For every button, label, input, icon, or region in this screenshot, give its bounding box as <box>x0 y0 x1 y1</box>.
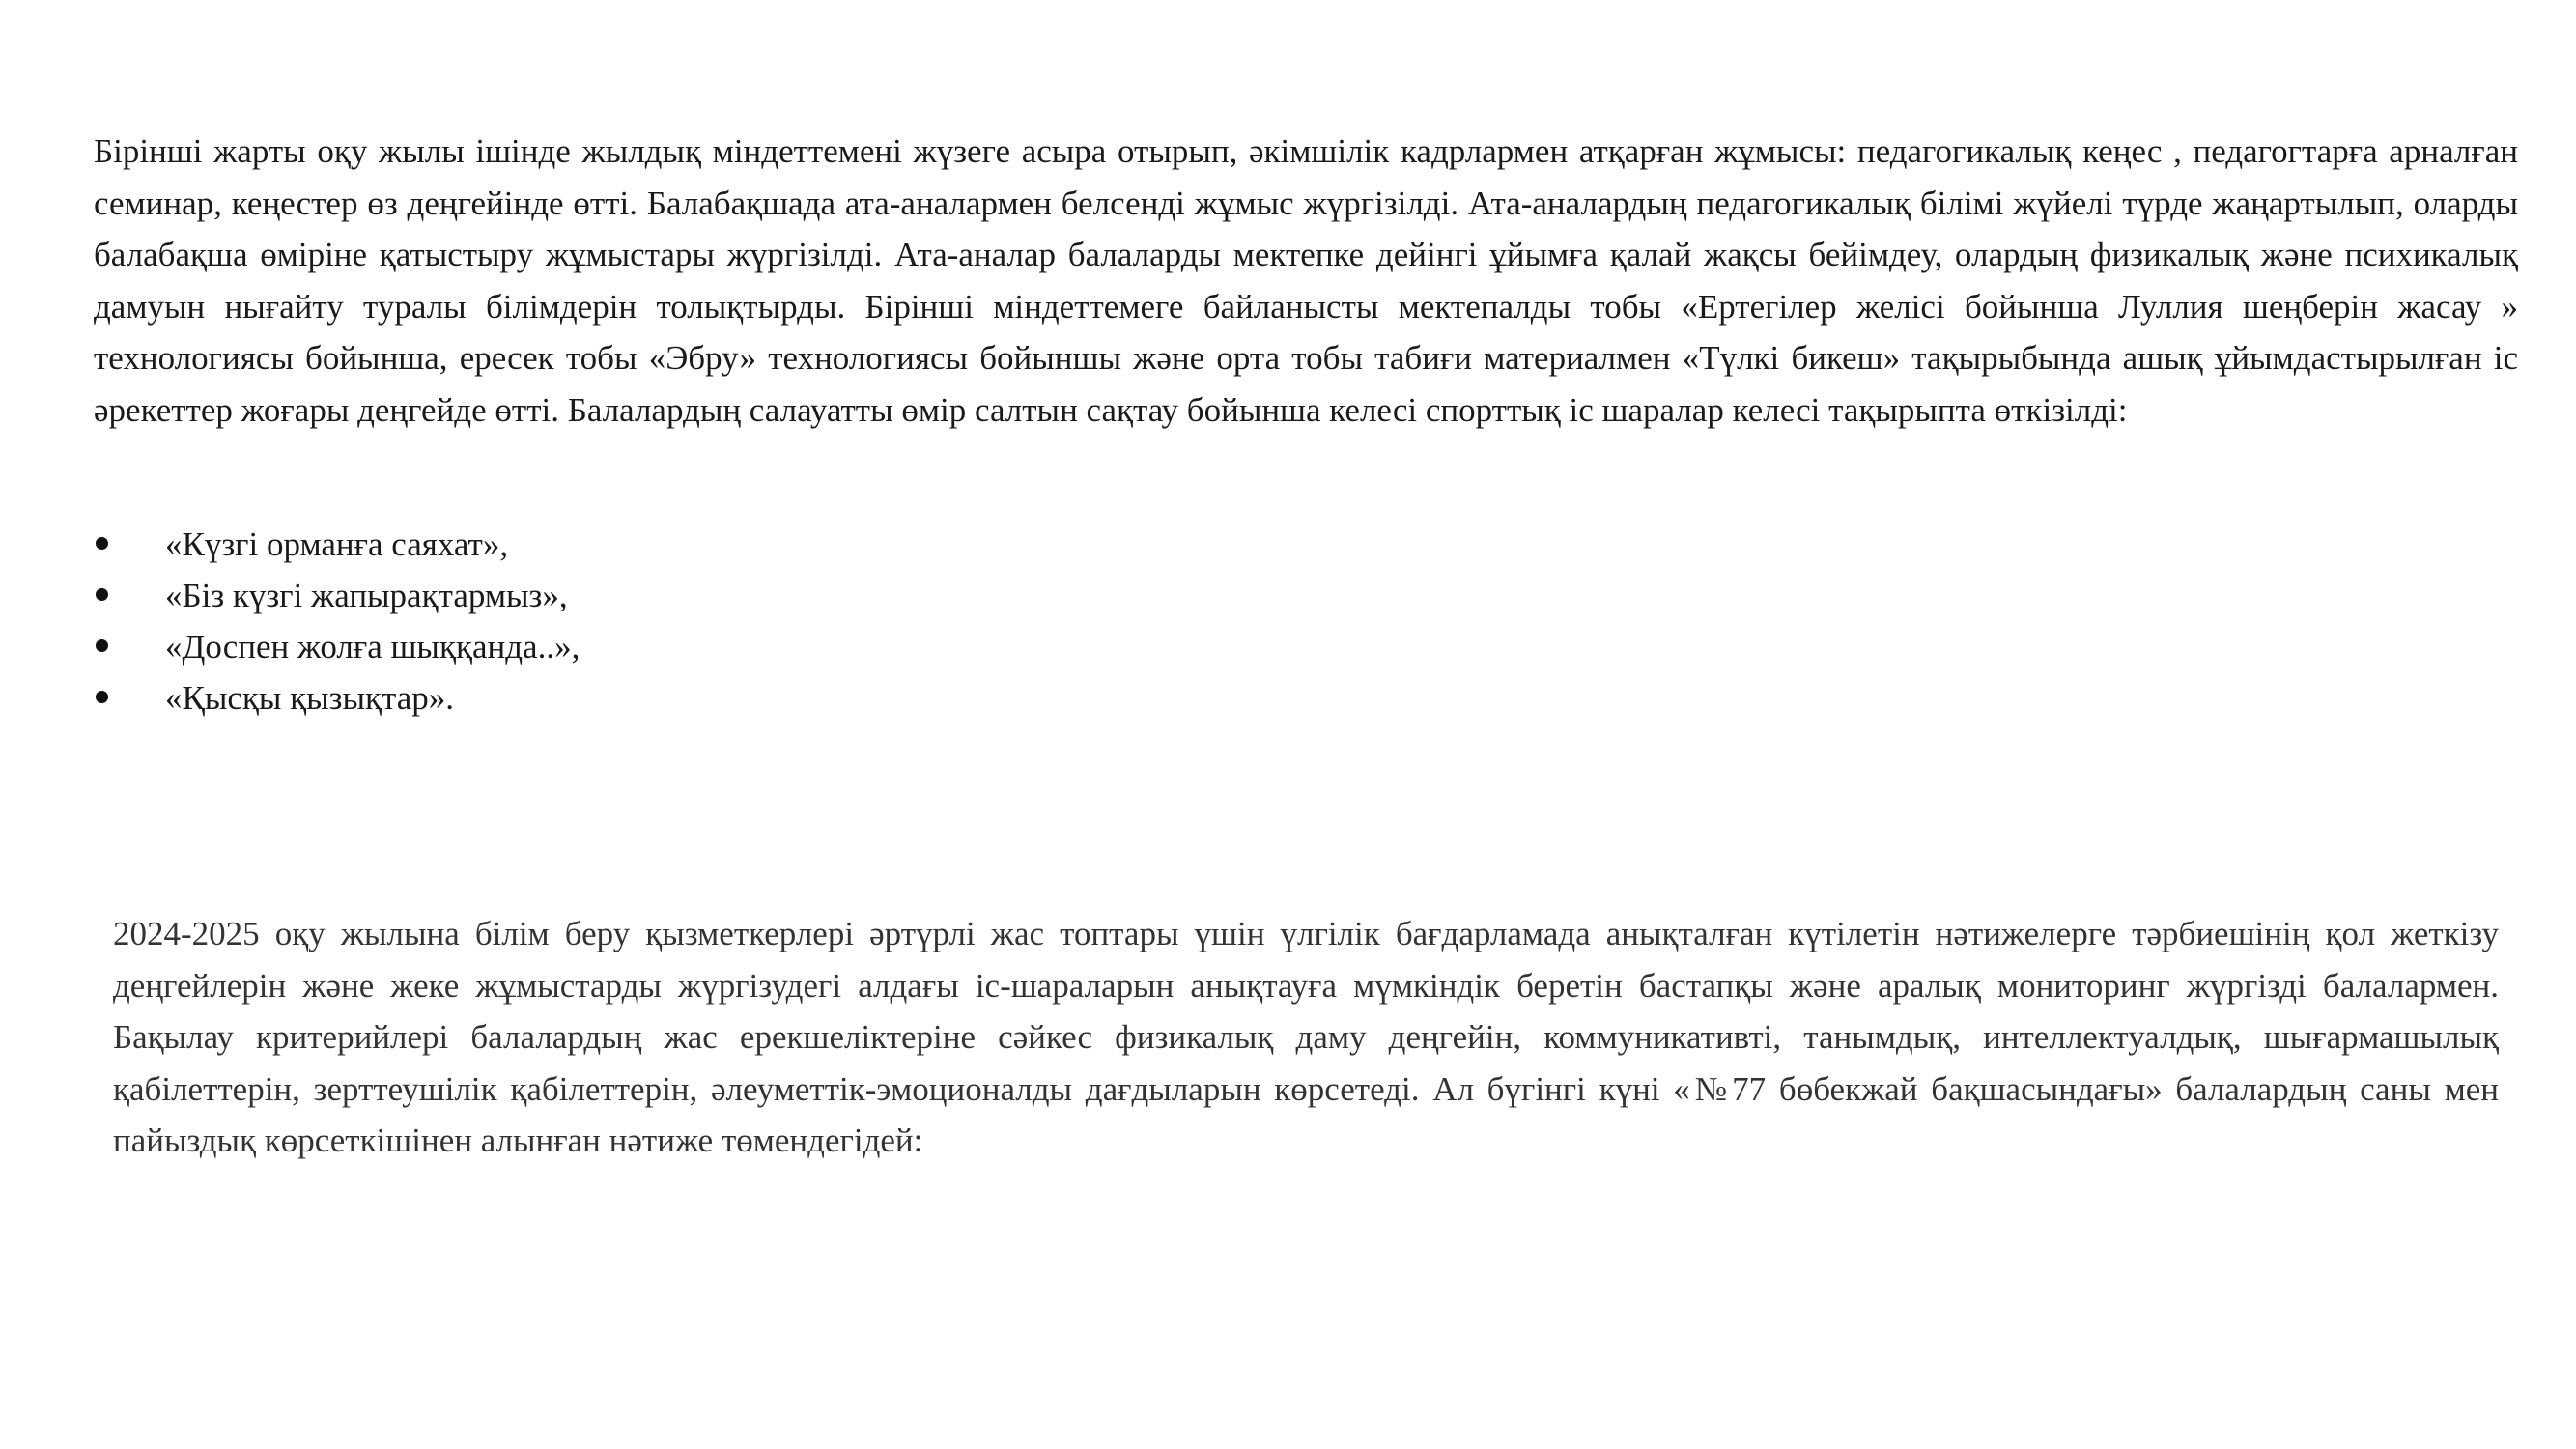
list-item-text: «Доспен жолға шыққанда..», <box>165 628 580 666</box>
list-item-text: «Күзгі орманға саяхат», <box>165 526 509 563</box>
list-item <box>94 621 580 672</box>
list-item-text: «Біз күзгі жапырақтармыз», <box>165 577 568 614</box>
bullet-icon <box>96 537 108 550</box>
intro-paragraph: Бірінші жарты оқу жылы ішінде жылдық міндеттемені жүзеге асыра отырып, әкімшілік кадрлармен атқарған жұмысы: педагогикалық кеңес , педагогтарға арналған семинар, кеңестер өз деңгейінде өтті. Балабақшада ата-аналармен белсенді жұмыс жүргізілді. Ата-аналардың педагогикалық білімі жүйелі түрде жаңартылып, оларды балабақша өміріне қатыстыру жұмыстары жүргізілді. Ата-аналар балаларды мектепке дейінгі ұйымға қалай жақсы бейімдеу, олардың физикалық және психикалық дамуын нығайту туралы білімдерін толықтырды. Бірінші міндеттемеге байланысты мектепалды тобы «Ертегілер желісі бойынша Луллия шеңберін жасау » технологиясы бойынша, ересек тобы «Эбру» технологиясы бойыншы және орта тобы табиғи материалмен «Түлкі бикеш» тақырыбында ашық ұйымдастырылған іс әрекеттер жоғары деңгейде өтті. Балалардың салауатты өмір салтын сақтау бойынша келесі спорттық іс шаралар келесі тақырыпта өткізілді: <box>94 132 2518 429</box>
bullet-icon <box>96 588 108 601</box>
list-item <box>94 519 580 570</box>
sport-events-list <box>94 519 580 724</box>
list-item-text: «Қысқы қызықтар». <box>165 679 455 717</box>
monitoring-paragraph: 2024-2025 оқу жылына білім беру қызметкерлері әртүрлі жас топтары үшін үлгілік бағдарламада анықталған күтілетін нәтижелерге тәрбиешінің қол жеткізу деңгейлерін және жеке жұмыстарды жүргізудегі алдағы іс-шараларын анықтауға мүмкіндік беретін бастапқы және аралық мониторинг жүргізді балалармен. Бақылау критерийлері балалардың жас ерекшеліктеріне сәйкес физикалық даму деңгейін, коммуникативті, танымдық, интеллектуалдық, шығармашылық қабілеттерін, зерттеушілік қабілеттерін, әлеуметтік-эмоционалды дағдыларын көрсетеді. Ал бүгінгі күні «№77 бөбекжай бақшасындағы» балалардың саны мен пайыздық көрсеткішінен алынған нәтиже төмендегідей: <box>113 915 2499 1159</box>
bullet-icon <box>96 691 108 703</box>
list-item <box>94 570 580 621</box>
list-item <box>94 672 580 724</box>
bullet-icon <box>96 639 108 652</box>
